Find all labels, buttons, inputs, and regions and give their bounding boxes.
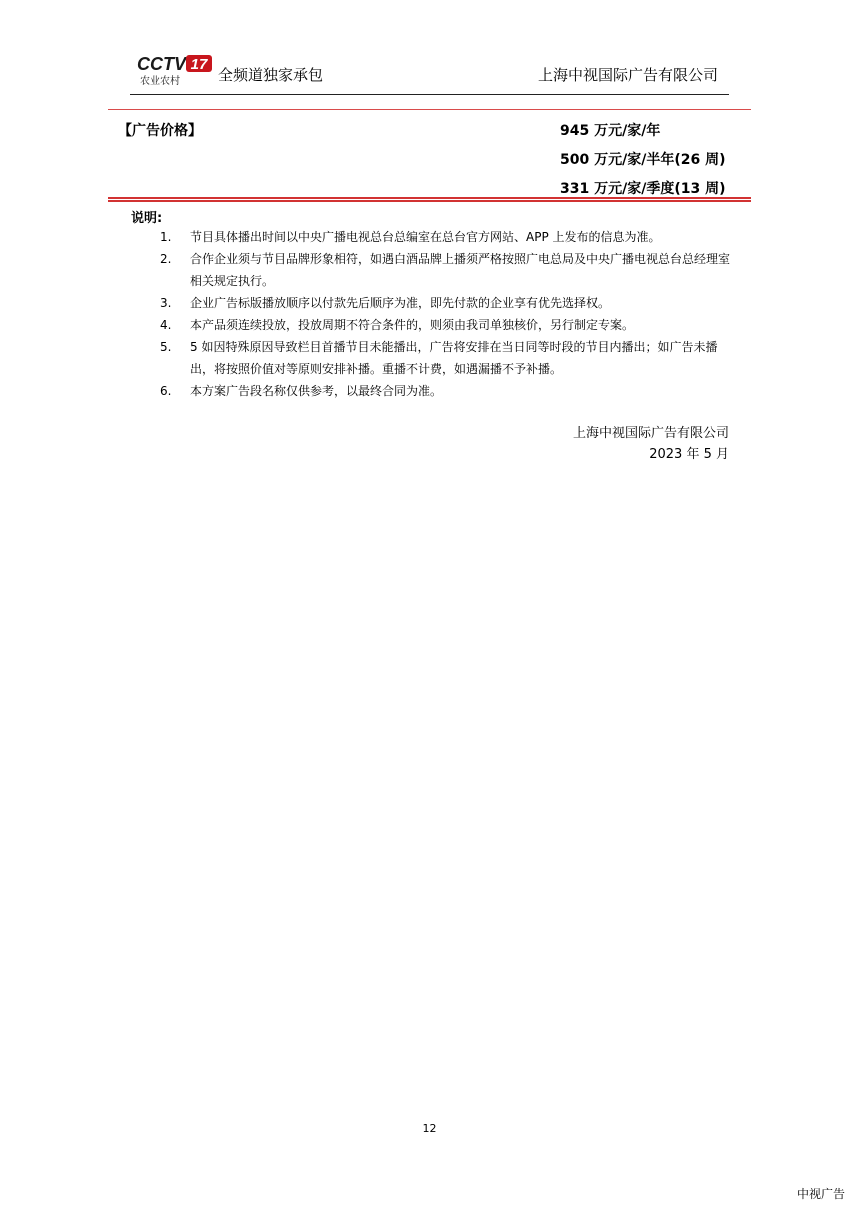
- note-number: 6.: [160, 384, 172, 398]
- note-text: 5 如因特殊原因导致栏目首播节目未能播出，广告将安排在当日同等时段的节目内播出；如广告未播出，将按照价值对等原则安排补播。重播不计费，如遇漏播不予补播。: [190, 340, 718, 376]
- note-text: 节目具体播出时间以中央广播电视总台总编室在总台官方网站、APP 上发布的信息为准。: [190, 230, 661, 244]
- notes-title: 说明:: [131, 211, 163, 226]
- header-left-text: 全频道独家承包: [218, 66, 324, 84]
- logo-subtitle: 农业农村: [140, 76, 180, 86]
- note-text: 合作企业须与节目品牌形象相符，如遇白酒品牌上播须严格按照广电总局及中央广播电视总台总经理室相关规定执行。: [190, 252, 731, 288]
- red-divider-bottom-1: [108, 197, 751, 199]
- note-number: 3.: [160, 296, 172, 310]
- red-divider-top: [108, 109, 751, 110]
- note-text: 企业广告标版播放顺序以付款先后顺序为准，即先付款的企业享有优先选择权。: [190, 296, 611, 310]
- price-quarter: 331 万元/家/季度(13 周): [560, 181, 726, 197]
- note-text: 本产品须连续投放，投放周期不符合条件的，则须由我司单独核价，另行制定专案。: [190, 318, 635, 332]
- signature-company: 上海中视国际广告有限公司: [572, 426, 729, 441]
- red-divider-bottom-2: [108, 200, 751, 202]
- note-number: 2.: [160, 252, 172, 266]
- price-yearly: 945 万元/家/年: [560, 123, 661, 139]
- price-label: 【广告价格】: [118, 123, 202, 139]
- page-number: 12: [422, 1122, 437, 1135]
- signature-date: 2023 年 5 月: [649, 447, 729, 462]
- header-rule: [130, 94, 729, 95]
- logo-mark: CCTV: [137, 54, 186, 74]
- logo-channel: 17: [190, 56, 208, 73]
- note-text: 本方案广告段名称仅供参考，以最终合同为准。: [190, 384, 443, 398]
- price-half-year: 500 万元/家/半年(26 周): [560, 152, 726, 168]
- note-number: 1.: [160, 230, 172, 244]
- note-number: 5.: [160, 340, 172, 354]
- header-right-text: 上海中视国际广告有限公司: [537, 66, 718, 84]
- cctv17-logo: [137, 52, 213, 86]
- note-number: 4.: [160, 318, 172, 332]
- watermark-text: 中视广告: [796, 1187, 845, 1201]
